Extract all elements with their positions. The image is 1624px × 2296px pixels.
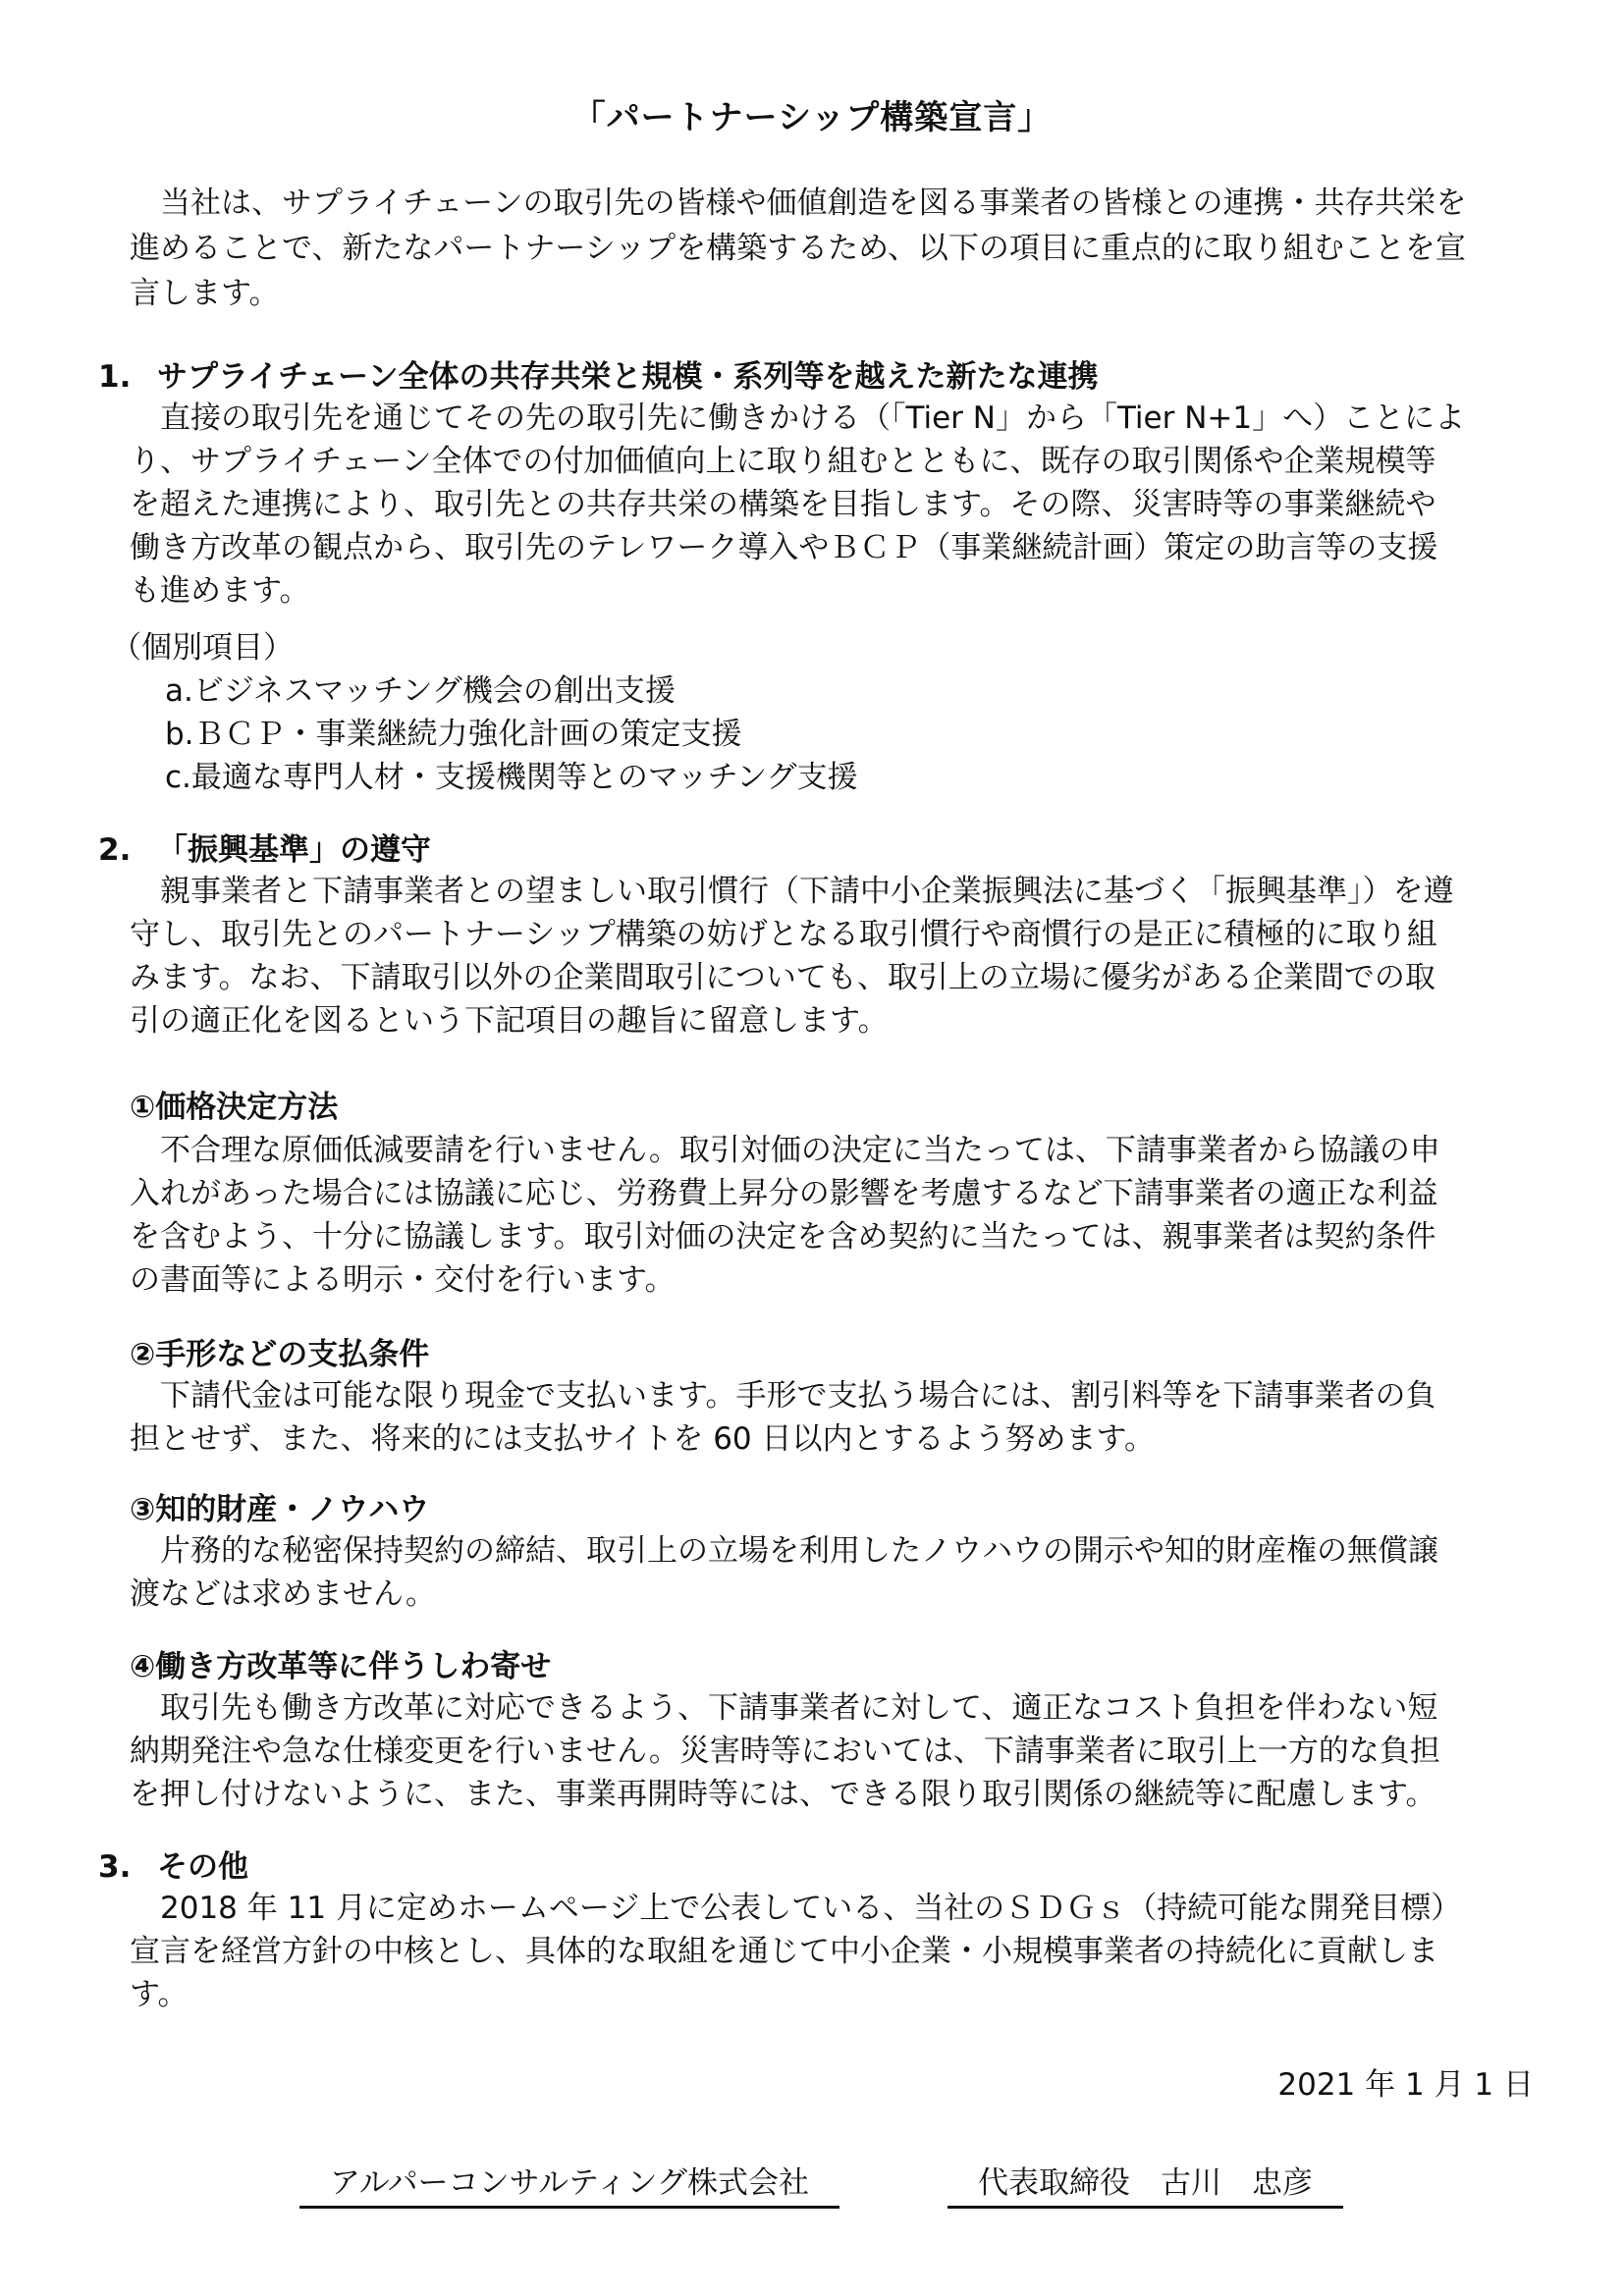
- subsection-body-line: を押し付けないように、また、事業再開時等には、できる限り取引関係の継続等に配慮します。: [130, 1777, 1436, 1812]
- subsection-body-line: 担とせず、また、将来的には支払サイトを 60 日以内とするよう努めます。: [130, 1421, 1156, 1457]
- section-2-body-line: 守し、取引先とのパートナーシップ構築の妨げとなる取引慣行や商慣行の是正に積極的に取り組: [130, 917, 1437, 952]
- section-3-number: 3.: [98, 1849, 132, 1885]
- subsection-body-line: 入れがあった場合には協議に応じ、労務費上昇分の影響を考慮するなど下請事業者の適正な利益: [130, 1176, 1438, 1211]
- section-3-body-line: 宣言を経営方針の中核とし、具体的な取組を通じて中小企業・小規模事業者の持続化に貢献しま: [130, 1934, 1438, 1969]
- section-3-body-line: 2018 年 11 月に定めホームページ上で公表している、当社のＳＤＧｓ（持続可能な開発目標）: [130, 1891, 1462, 1926]
- subsection-body-line: 不合理な原価低減要請を行いません。取引対価の決定に当たっては、下請事業者から協議の申: [130, 1133, 1440, 1168]
- section-1-body-line: も進めます。: [130, 573, 310, 609]
- subsection-body-line: 取引先も働き方改革に対応できるよう、下請事業者に対して、適正なコスト負担を伴わない短: [130, 1690, 1438, 1726]
- section-3-heading: その他: [157, 1849, 248, 1885]
- section-1-item: a.ビジネスマッチング機会の創出支援: [165, 673, 676, 709]
- subsection-body-line: を含むよう、十分に協議します。取引対価の決定を含め契約に当たっては、親事業者は契約条件: [130, 1219, 1436, 1255]
- section-2-body-line: 引の適正化を図るという下記項目の趣旨に留意します。: [130, 1003, 889, 1039]
- subsection-body-line: 片務的な秘密保持契約の締結、取引上の立場を利用したノウハウの開示や知的財産権の無償譲: [130, 1533, 1438, 1569]
- document-title: 「パートナーシップ構築宣言」: [571, 98, 1053, 137]
- section-3-body-line: す。: [130, 1977, 189, 2012]
- section-1-heading: サプライチェーン全体の共存共栄と規模・系列等を越えた新たな連携: [157, 359, 1099, 395]
- company-name: アルパーコンサルティング株式会社: [299, 2158, 839, 2209]
- subsection-body-line: 納期発注や急な仕様変更を行いません。災害時等においては、下請事業者に取引上一方的な負担: [130, 1734, 1440, 1769]
- section-1-item: b.ＢＣＰ・事業継続力強化計画の策定支援: [165, 717, 742, 752]
- subsection-body-line: の書面等による明示・交付を行います。: [130, 1262, 676, 1298]
- subsection-body-line: 渡などは求めません。: [130, 1576, 436, 1612]
- subsection-heading: ②手形などの支払条件: [130, 1337, 430, 1372]
- subsection-heading: ③知的財産・ノウハウ: [130, 1492, 430, 1527]
- section-2-body-line: 親事業者と下請事業者との望ましい取引慣行（下請中小企業振興法に基づく「振興基準」）を遵: [130, 874, 1454, 909]
- section-2-heading: 「振興基準」の遵守: [157, 832, 431, 868]
- intro-line: 当社は、サプライチェーンの取引先の皆様や価値創造を図る事業者の皆様との連携・共存共栄を: [130, 186, 1467, 221]
- section-1-body-line: 直接の取引先を通じてその先の取引先に働きかける（「Tier N」から「Tier N+1」へ）ことによ: [130, 400, 1466, 436]
- subsection-heading: ①価格決定方法: [130, 1090, 339, 1125]
- document-date: 2021 年 1 月 1 日: [1277, 2067, 1534, 2103]
- subsection-heading: ④働き方改革等に伴うしわ寄せ: [130, 1649, 552, 1684]
- section-1-body-line: 働き方改革の観点から、取引先のテレワーク導入やＢＣＰ（事業継続計画）策定の助言等の支援: [130, 530, 1438, 565]
- section-1-items-label: （個別項目）: [111, 630, 294, 666]
- section-1-item: c.最適な専門人材・支援機関等とのマッチング支援: [165, 760, 858, 795]
- intro-line: 言します。: [130, 276, 280, 311]
- section-1-body-line: り、サプライチェーン全体での付加価値向上に取り組むとともに、既存の取引関係や企業規模等: [130, 444, 1436, 479]
- representative-name: 代表取締役 古川 忠彦: [947, 2158, 1343, 2209]
- intro-line: 進めることで、新たなパートナーシップを構築するため、以下の項目に重点的に取り組むことを宣: [130, 231, 1466, 266]
- section-2-body-line: みます。なお、下請取引以外の企業間取引についても、取引上の立場に優劣がある企業間での取: [130, 960, 1435, 995]
- subsection-body-line: 下請代金は可能な限り現金で支払います。手形で支払う場合には、割引料等を下請事業者の負: [130, 1378, 1436, 1414]
- section-1-body-line: を超えた連携により、取引先との共存共栄の構築を目指します。その際、災害時等の事業継続や: [130, 487, 1436, 522]
- section-1-number: 1.: [98, 359, 132, 395]
- section-2-number: 2.: [98, 832, 132, 868]
